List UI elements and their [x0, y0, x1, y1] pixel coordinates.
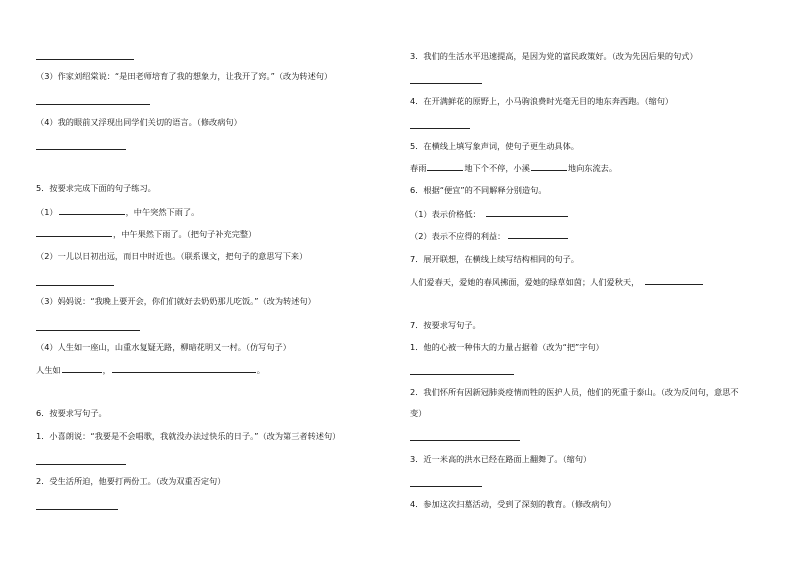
- answer-blank[interactable]: [36, 149, 126, 150]
- question-right-6-title: 6．根据“便宜”的不同解释分别造句。: [410, 185, 547, 195]
- question-left-4: （4）我的眼前又浮现出同学们关切的语言。（修改病句）: [36, 117, 242, 127]
- item-text: ，中午突然下雨了。: [125, 207, 200, 217]
- answer-blank[interactable]: [410, 128, 470, 129]
- answer-blank[interactable]: [531, 170, 567, 171]
- answer-blank[interactable]: [410, 83, 482, 84]
- answer-blank[interactable]: [36, 464, 126, 465]
- item-text: 地向东流去。: [567, 163, 618, 173]
- question-right-5-title: 5．在横线上填写象声词，使句子更生动具体。: [410, 141, 579, 151]
- section-6-item-2: 2．受生活所迫，他要打两份工。（改为双重否定句）: [36, 476, 226, 486]
- section-5-item-3: （3）妈妈说：“我晚上要开会，你们们就好去奶奶那儿吃饭。”（改为转述句）: [36, 296, 316, 306]
- item-prefix: （1）: [36, 207, 58, 217]
- answer-blank[interactable]: [36, 59, 134, 60]
- answer-blank[interactable]: [410, 440, 520, 441]
- item-text: 人生如: [36, 365, 61, 375]
- answer-blank[interactable]: [36, 330, 140, 331]
- question-right-6-item-2: [410, 231, 569, 242]
- answer-blank[interactable]: [427, 170, 463, 171]
- item-text: ，: [102, 365, 111, 375]
- answer-blank[interactable]: [62, 372, 102, 373]
- section-7-item-4: 4．参加这次扫墓活动，受到了深刻的教育。（修改病句）: [410, 499, 616, 509]
- question-right-3: 3．我们的生活水平迅速提高，是因为党的富民政策好。（改为先因后果的句式）: [410, 51, 698, 61]
- answer-blank[interactable]: [410, 374, 514, 375]
- answer-blank[interactable]: [36, 285, 114, 286]
- section-7-item-2a: 2．我们怀所有因新冠肺炎疫情而牲的医护人员，他们的死重于泰山。（改为反问句，意思不: [410, 387, 739, 397]
- question-left-3: （3）作家刘绍棠说：“是田老师培育了我的想象力，让我开了窍。”（改为转述句）: [36, 71, 333, 81]
- item-text: ，中午果然下雨了。（把句子补充完整）: [113, 229, 257, 239]
- answer-blank[interactable]: [508, 238, 568, 239]
- question-right-7-text: [410, 277, 704, 288]
- item-text: （1）表示价格低：: [410, 209, 481, 219]
- item-text: 人们爱春天，爱她的春风拂面，爱她的绿草如茵；人们爱秋天，: [410, 277, 640, 287]
- section-5-item-1b: [36, 229, 256, 240]
- section-5-title: 5．按要求完成下面的句子练习。: [36, 183, 156, 193]
- answer-blank[interactable]: [410, 486, 482, 487]
- item-text: （2）表示不应得的利益：: [410, 231, 506, 241]
- question-right-4: 4．在开满鲜花的原野上，小马驹浪费时光毫无目的地东奔西跑。（缩句）: [410, 96, 674, 106]
- section-5-item-4-answer: [36, 365, 265, 376]
- section-7-item-2b: 变）: [410, 408, 427, 418]
- answer-blank[interactable]: [486, 216, 568, 217]
- answer-blank[interactable]: [112, 372, 256, 373]
- section-5-item-4: （4）人生如一座山，山重水复疑无路，柳暗花明又一村。（仿写句子）: [36, 342, 291, 352]
- answer-blank[interactable]: [36, 104, 150, 105]
- answer-blank[interactable]: [36, 509, 118, 510]
- question-right-5-sentence: [410, 163, 617, 174]
- answer-blank[interactable]: [645, 284, 703, 285]
- section-7-item-3: 3．近一米高的洪水已经在路面上翻舞了。（缩句）: [410, 454, 592, 464]
- section-5-item-2: （2）一儿以日初出远，而日中时近也。（联系课文，把句子的意思写下来）: [36, 251, 308, 261]
- section-7-title: 7．按要求写句子。: [410, 320, 481, 330]
- section-6-item-1: 1．小喜朗说：“我要是不会唱歌，我就没办法过快乐的日子。”（改为第三者转述句）: [36, 431, 341, 441]
- answer-blank[interactable]: [59, 214, 125, 215]
- item-text: 春雨: [410, 163, 427, 173]
- section-7-item-1: 1．他的心被一种伟大的力量占据着（改为“把”字句）: [410, 342, 604, 352]
- item-text: 地下个不停，小溪: [464, 163, 530, 173]
- question-right-6-item-1: [410, 209, 569, 220]
- answer-blank[interactable]: [36, 236, 112, 237]
- section-6-title: 6．按要求写句子。: [36, 408, 107, 418]
- section-5-item-1a: [36, 207, 199, 218]
- question-right-7-title: 7．展开联想，在横线上续写结构相同的句子。: [410, 254, 579, 264]
- item-text: 。: [256, 365, 265, 375]
